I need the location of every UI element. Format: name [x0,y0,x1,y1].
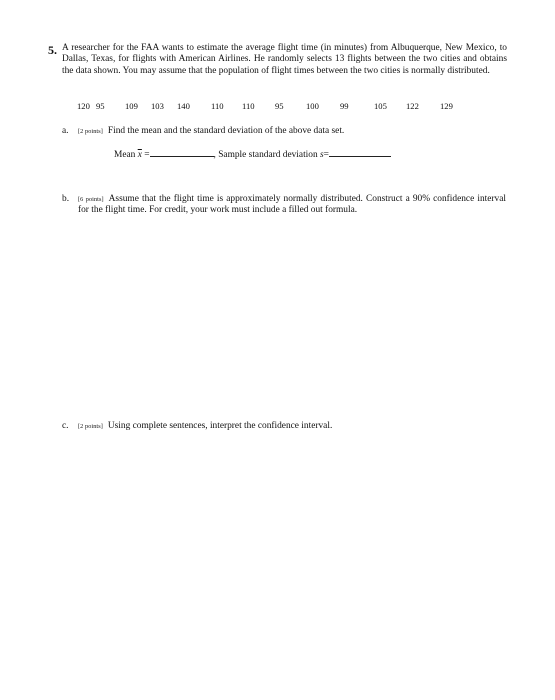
data-value: 99 [340,101,349,111]
part-a-prompt [78,126,344,137]
data-value: 122 [406,101,419,111]
part-a-points: [2 points] [78,128,103,135]
mean-equals: = [144,150,150,160]
question-stem: A researcher for the FAA wants to estimate the average flight time (in minutes) from Albuquerque, New Mexico, to Dallas, Texas, for flights with American Airlines. He randomly selects 13 flights between the two cities and obtains the data shown. You may assume that the population of flight times between the two cities is normally distributed. [62,43,507,76]
part-b-text: Assume that the flight time is approximately normally distributed. Construct a 90% confidence interval for the flight time. For credit, your work must include a filled out formula. [78,194,506,216]
data-value: 105 [374,101,387,111]
data-value: 110 [242,101,255,111]
sd-equals: = [323,150,329,160]
data-value: 140 [177,101,190,111]
part-a-letter: a. [62,126,69,136]
mean-label: Mean [114,150,136,160]
part-b-points: [6 points] [78,196,104,203]
sd-label: , Sample standard deviation [213,150,318,160]
mean-blank[interactable] [150,148,214,157]
data-values-row [0,101,555,113]
data-value: 109 [125,101,138,111]
data-value: 95 [275,101,284,111]
data-value: 100 [306,101,319,111]
sd-blank[interactable] [329,148,391,157]
part-b-letter: b. [62,194,70,204]
mean-symbol: $\overline{x}$ [137,150,142,160]
part-c-text: Using complete sentences, interpret the confidence interval. [107,421,333,431]
part-a-answer-line [114,148,494,160]
part-c-points: [2 points] [78,423,103,430]
part-c-letter: c. [62,421,69,431]
sd-symbol: s [320,150,324,160]
part-c-prompt [78,421,332,432]
part-a-text: Find the mean and the standard deviation of the above data set. [107,126,345,136]
question-number: 5. [48,43,57,57]
data-value: 95 [96,101,105,111]
data-value: 129 [440,101,453,111]
data-value: 110 [211,101,224,111]
data-value: 120 [77,101,90,111]
part-b-prompt [78,194,506,217]
data-value: 103 [151,101,164,111]
